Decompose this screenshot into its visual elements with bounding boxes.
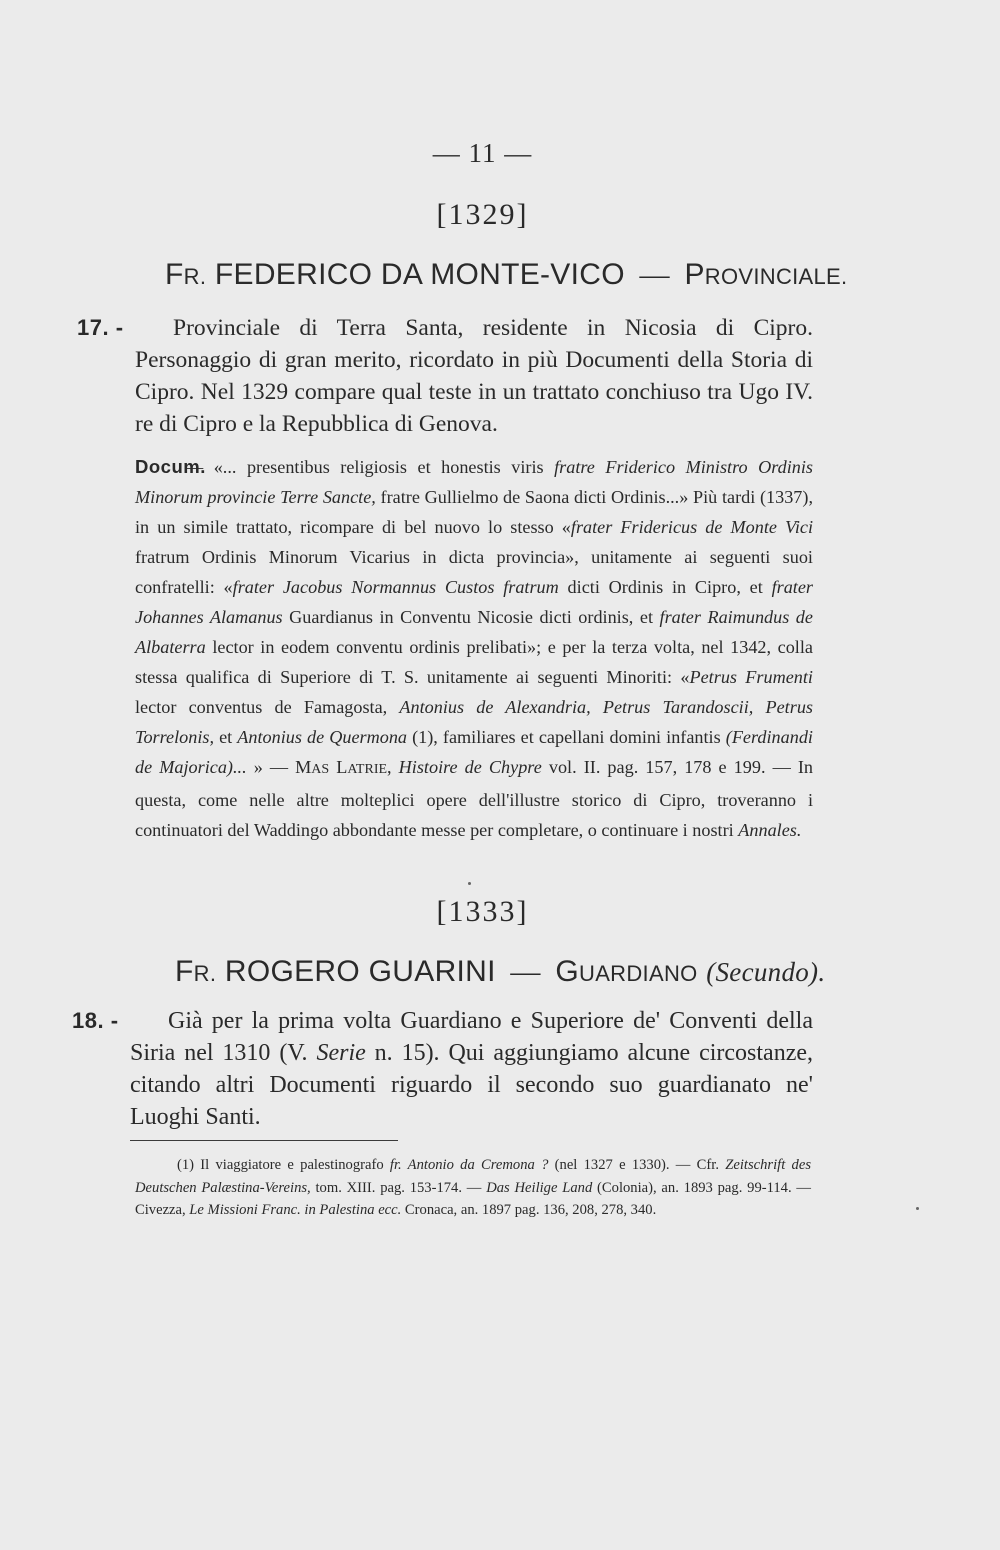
doc-text: L (329, 757, 348, 777)
doc-quote: Petrus Frumenti (689, 667, 813, 687)
doc-text: (1), familiares et capellani domini infantis (407, 727, 726, 747)
heading-dash: — (639, 258, 670, 291)
footnote-italic: fr. Antonio da Cremona ? (389, 1157, 549, 1173)
entry-text: Provinciale di Terra Santa, residente in Nicosia di Cipro. Personaggio di gran merito, ricordato in più Documenti della Storia di Cipro. Nel 1329 compare qual teste in un trattato conchiuso tra Ugo IV. re di Cipro e la Repubblica di Genova. (135, 315, 813, 437)
section-heading (175, 955, 825, 989)
documents-label: Docum. (135, 456, 206, 477)
doc-text: et (214, 727, 238, 747)
doc-text: lector conventus de Famagosta, (135, 697, 400, 717)
entry-paragraph (77, 312, 813, 440)
doc-quote: fratre Friderico Ministro Ordinis Minorum provincie Terre Sancte, (135, 457, 813, 507)
heading-name: ROGERO GUARINI (224, 955, 496, 988)
doc-text: Guardianus in Conventu Nicosie dicti ordinis, et (282, 607, 660, 627)
heading-dash: — (510, 955, 541, 988)
doc-text: dicti Ordinis in Cipro, et (558, 577, 772, 597)
doc-text: — «... presentibus religiosis et honestis viris (185, 457, 555, 477)
heading-role-initial: P (684, 258, 705, 291)
entry-paragraph (72, 1005, 813, 1133)
author-smallcaps: AS (311, 762, 330, 777)
doc-text: lector in eodem conventu ordinis prelibati»; e per la terza volta, nel 1342, colla stessa qualifica di Superiore di T. S. unitamente ai seguenti Minoriti: « (135, 637, 813, 687)
footnote-italic: Das Heilige Land (486, 1179, 593, 1196)
footnote-italic: Le Missioni Franc. in Palestina ecc. (189, 1202, 402, 1218)
section-heading (165, 258, 847, 292)
doc-text: , (387, 757, 399, 777)
doc-text: fratre Gullielmo de Saona dicti Ordinis...» Più tardi (1337), in un simile trattato, ricompare di bel nuovo lo stesso « (135, 487, 813, 537)
footnote-text: (1) Il viaggiatore e palestinografo (177, 1157, 390, 1173)
page-number: — 11 — (432, 138, 533, 168)
heading-prefix-rest: R. (193, 961, 217, 986)
heading-name: FEDERICO DA MONTE-VICO (214, 258, 625, 291)
doc-title: Histoire de Chypre (398, 757, 542, 777)
entry-text: n. 15). Qui aggiungiamo alcune circostanze, citando altri Documenti riguardo il secondo suo guardianato ne' Luoghi Santi. (130, 1040, 813, 1130)
footnote (135, 1154, 811, 1222)
heading-note: (Secundo). (706, 957, 826, 987)
documents-paragraph (135, 452, 813, 845)
entry-italic: Serie (316, 1040, 366, 1066)
paper-speck (468, 882, 471, 885)
entry-text: Già per la prima volta Guardiano e Superiore de' Conventi della Siria nel 1310 (V. (130, 1008, 813, 1066)
section-year: [1333] (436, 895, 529, 928)
heading-role-rest: ROVINCIALE. (704, 264, 848, 289)
heading-prefix-initial: F (165, 258, 184, 291)
doc-title: Annales. (738, 820, 802, 840)
doc-quote: Antonius de Alexandria, Petrus Tarandoscii, Petrus Torrelonis, (135, 697, 813, 747)
paper-speck (916, 1207, 919, 1210)
footnote-italic: Zeitschrift des Deutschen Palæstina-Vereins, (135, 1157, 811, 1196)
footnote-text: tom. XIII. pag. 153-174. — (310, 1179, 487, 1196)
doc-text: fratrum Ordinis Minorum Vicarius in dicta provincia», unitamente ai seguenti suoi confratelli: « (135, 547, 813, 597)
heading-prefix-rest: R. (183, 264, 207, 289)
doc-quote: frater Johannes Alamanus (135, 577, 813, 627)
entry-number: 18. - (72, 1008, 119, 1033)
heading-prefix-initial: F (175, 955, 194, 988)
footnote-text: (Colonia), an. 1893 pag. 99-114. — Civezza, (135, 1179, 811, 1218)
doc-quote: frater Fridericus de Monte Vici (570, 517, 814, 537)
heading-role-initial: G (555, 955, 580, 988)
doc-text: » — M (246, 757, 312, 777)
doc-quote: (Ferdinandi de Majorica)... (135, 727, 813, 777)
heading-role-rest: UARDIANO (579, 961, 698, 986)
doc-quote: Antonius de Quermona (237, 727, 408, 747)
doc-quote: frater Raimundus de Albaterra (135, 607, 813, 657)
doc-quote: frater Jacobus Normannus Custos fratrum (232, 577, 559, 597)
footnote-rule (130, 1140, 398, 1141)
doc-text: vol. II. pag. 157, 178 e 199. — In questa, come nelle altre molteplici opere dell'illustre storico di Cipro, troveranno i continuatori del Waddingo abbondante messe per completare, o continuare i nostri (135, 757, 813, 840)
section-year: [1329] (436, 198, 529, 231)
footnote-text: Cronaca, an. 1897 pag. 136, 208, 278, 340. (401, 1202, 657, 1218)
author-smallcaps: ATRIE (347, 762, 388, 777)
footnote-text: (nel 1327 e 1330). — Cfr. (548, 1157, 726, 1173)
entry-number: 17. - (77, 315, 124, 340)
